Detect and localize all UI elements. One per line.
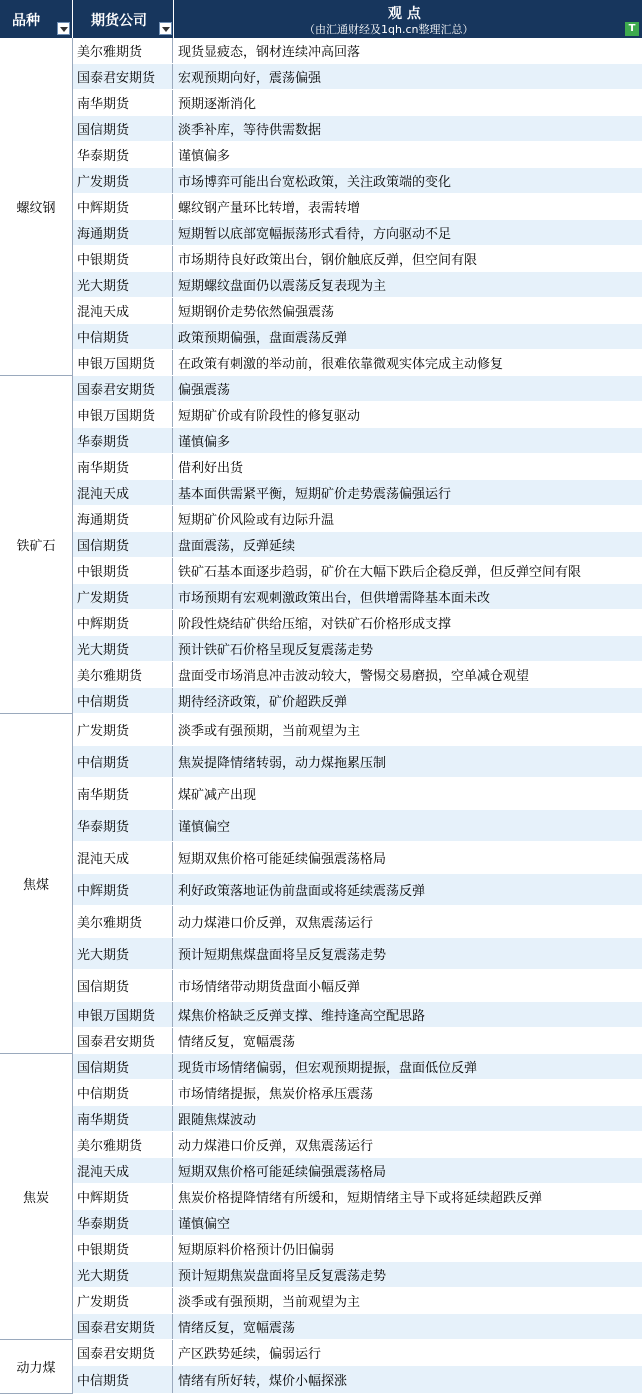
view-cell: 现货显疲态，钢材连续冲高回落: [178, 45, 361, 60]
table-row: [73, 1366, 642, 1394]
view-cell: 市场期待良好政策出台，钢价触底反弹，但空间有限: [178, 253, 478, 268]
company-cell: 国信期货: [73, 970, 173, 1001]
table-row: [73, 298, 642, 324]
company-cell: 混沌天成: [73, 480, 173, 505]
table-row: [73, 1314, 642, 1340]
company-cell: 美尔雅期货: [73, 1132, 173, 1157]
table-row: [73, 938, 642, 970]
company-cell: 国泰君安期货: [73, 376, 173, 401]
table-row: [73, 376, 642, 402]
table-row: [73, 1002, 642, 1028]
category-cell: 动力煤: [0, 1340, 73, 1394]
table-row: [73, 778, 642, 810]
company-cell: 光大期货: [73, 272, 173, 297]
view-cell: 短期螺纹盘面仍以震荡反复表现为主: [178, 279, 387, 294]
company-cell: 广发期货: [73, 714, 173, 745]
company-cell: 华泰期货: [73, 142, 173, 167]
table-row: [73, 558, 642, 584]
company-cell: 国信期货: [73, 532, 173, 557]
table-row: [73, 610, 642, 636]
view-cell: 偏强震荡: [178, 383, 231, 398]
view-cell: 预期逐渐消化: [178, 97, 257, 112]
table-row: [73, 688, 642, 714]
table-row: [73, 1080, 642, 1106]
category-cell: 铁矿石: [0, 376, 73, 714]
view-cell: 动力煤港口价反弹，双焦震荡运行: [178, 916, 374, 931]
table-row: [73, 1106, 642, 1132]
view-cell: 现货市场情绪偏弱，但宏观预期提振，盘面低位反弹: [178, 1061, 478, 1076]
table-row: [73, 1132, 642, 1158]
table-row: [73, 220, 642, 246]
view-cell: 情绪反复，宽幅震荡: [178, 1321, 296, 1336]
view-cell: 借利好出货: [178, 461, 244, 476]
company-cell: 光大期货: [73, 938, 173, 969]
header-view: [174, 0, 642, 38]
view-cell: 短期钢价走势依然偏强震荡: [178, 305, 335, 320]
table-row: [73, 168, 642, 194]
table-row: [73, 1236, 642, 1262]
company-cell: 美尔雅期货: [73, 38, 173, 63]
table-row: [73, 1262, 642, 1288]
view-cell: 阶段性烧结矿供给压缩，对铁矿石价格形成支撑: [178, 617, 452, 632]
company-cell: 华泰期货: [73, 810, 173, 841]
company-cell: 华泰期货: [73, 428, 173, 453]
company-cell: 中信期货: [73, 688, 173, 713]
view-cell: 谨慎偏多: [178, 435, 231, 450]
company-cell: 光大期货: [73, 1262, 173, 1287]
company-cell: 国信期货: [73, 1054, 173, 1079]
table-row: [73, 714, 642, 746]
view-cell: 铁矿石基本面逐步趋弱，矿价在大幅下跌后企稳反弹，但反弹空间有限: [178, 565, 582, 580]
header-company-label: 期货公司: [91, 13, 147, 29]
company-cell: 中辉期货: [73, 1184, 173, 1209]
view-cell: 情绪有所好转，煤价小幅探涨: [178, 1374, 348, 1389]
company-cell: 国信期货: [73, 116, 173, 141]
view-cell: 预计铁矿石价格呈现反复震荡走势: [178, 643, 374, 658]
view-cell: 市场情绪提振，焦炭价格承压震荡: [178, 1087, 374, 1102]
view-cell: 市场情绪带动期货盘面小幅反弹: [178, 980, 361, 995]
company-cell: 中信期货: [73, 1366, 173, 1393]
header-variety-label: 品种: [12, 13, 40, 29]
table-row: [73, 1340, 642, 1366]
view-cell: 短期矿价风险或有边际升温: [178, 513, 335, 528]
category-cell: 螺纹钢: [0, 38, 73, 376]
table-row: [73, 38, 642, 64]
view-cell: 市场博弈可能出台宽松政策，关注政策端的变化: [178, 175, 452, 190]
view-cell: 淡季或有强预期，当前观望为主: [178, 1295, 361, 1310]
company-cell: 混沌天成: [73, 298, 173, 323]
table-row: [73, 506, 642, 532]
company-cell: 南华期货: [73, 454, 173, 479]
company-cell: 中辉期货: [73, 610, 173, 635]
view-cell: 焦炭价格提降情绪有所缓和，短期情绪主导下或将延续超跌反弹: [178, 1191, 543, 1206]
view-cell: 预计短期焦炭盘面将呈反复震荡走势: [178, 1269, 387, 1284]
view-cell: 基本面供需紧平衡，短期矿价走势震荡偏强运行: [178, 487, 452, 502]
company-cell: 混沌天成: [73, 1158, 173, 1183]
view-cell: 短期双焦价格可能延续偏强震荡格局: [178, 1165, 387, 1180]
view-cell: 盘面受市场消息冲击波动较大，警惕交易磨损，空单减仓观望: [178, 669, 530, 684]
company-cell: 南华期货: [73, 90, 173, 115]
view-cell: 期待经济政策，矿价超跌反弹: [178, 695, 348, 710]
company-cell: 中辉期货: [73, 874, 173, 905]
table-row: [73, 842, 642, 874]
view-cell: 淡季或有强预期，当前观望为主: [178, 724, 361, 739]
table-row: [73, 970, 642, 1002]
table-row: [73, 1288, 642, 1314]
table-row: [73, 1210, 642, 1236]
view-cell: 情绪反复，宽幅震荡: [178, 1035, 296, 1050]
view-cell: 动力煤港口价反弹，双焦震荡运行: [178, 1139, 374, 1154]
company-cell: 申银万国期货: [73, 350, 173, 375]
view-cell: 谨慎偏空: [178, 820, 231, 835]
table-row: [73, 1158, 642, 1184]
company-cell: 广发期货: [73, 1288, 173, 1313]
table-row: [73, 116, 642, 142]
header-view-subtitle: （由汇通财经及1qh.cn整理汇总）: [304, 23, 474, 36]
company-cell: 中信期货: [73, 746, 173, 777]
view-cell: 短期原料价格预计仍旧偏弱: [178, 1243, 335, 1258]
category-cell: 焦煤: [0, 714, 73, 1054]
company-cell: 中银期货: [73, 1236, 173, 1261]
company-cell: 美尔雅期货: [73, 662, 173, 687]
header-company: [73, 0, 174, 38]
view-cell: 宏观预期向好，震荡偏强: [178, 71, 322, 86]
company-cell: 南华期货: [73, 778, 173, 809]
company-cell: 国泰君安期货: [73, 1340, 173, 1365]
view-cell: 谨慎偏空: [178, 1217, 231, 1232]
company-cell: 申银万国期货: [73, 402, 173, 427]
view-cell: 螺纹钢产量环比转增，表需转增: [178, 201, 361, 216]
company-cell: 中辉期货: [73, 194, 173, 219]
view-cell: 短期暂以底部宽幅振荡形式看待，方向驱动不足: [178, 227, 452, 242]
table-row: [73, 480, 642, 506]
company-cell: 美尔雅期货: [73, 906, 173, 937]
table-row: [73, 636, 642, 662]
category-cell: 焦炭: [0, 1054, 73, 1340]
table-row: [73, 1054, 642, 1080]
company-cell: 中银期货: [73, 558, 173, 583]
table-row: [73, 746, 642, 778]
company-cell: 申银万国期货: [73, 1002, 173, 1027]
view-cell: 煤矿减产出现: [178, 788, 257, 803]
variety-filter-dropdown-icon[interactable]: [57, 22, 70, 35]
view-cell: 政策预期偏强，盘面震荡反弹: [178, 331, 348, 346]
company-cell: 海通期货: [73, 506, 173, 531]
table-row: [73, 454, 642, 480]
company-cell: 光大期货: [73, 636, 173, 661]
filter-t-icon[interactable]: T: [625, 22, 639, 36]
company-filter-dropdown-icon[interactable]: [159, 22, 172, 35]
company-cell: 中信期货: [73, 324, 173, 349]
company-cell: 南华期货: [73, 1106, 173, 1131]
table-header: [0, 0, 642, 38]
table-row: [73, 246, 642, 272]
table-row: [73, 906, 642, 938]
table-row: [73, 272, 642, 298]
company-cell: 国泰君安期货: [73, 64, 173, 89]
view-cell: 煤焦价格缺乏反弹支撑、维持逢高空配思路: [178, 1009, 426, 1024]
company-cell: 广发期货: [73, 168, 173, 193]
company-cell: 海通期货: [73, 220, 173, 245]
table-row: [73, 1028, 642, 1054]
view-cell: 利好政策落地证伪前盘面或将延续震荡反弹: [178, 884, 426, 899]
table-row: [73, 142, 642, 168]
view-cell: 短期矿价或有阶段性的修复驱动: [178, 409, 361, 424]
header-variety: [0, 0, 73, 38]
company-cell: 国泰君安期货: [73, 1314, 173, 1339]
table-row: [73, 90, 642, 116]
view-cell: 盘面震荡，反弹延续: [178, 539, 296, 554]
view-cell: 短期双焦价格可能延续偏强震荡格局: [178, 852, 387, 867]
company-cell: 中信期货: [73, 1080, 173, 1105]
company-cell: 华泰期货: [73, 1210, 173, 1235]
view-cell: 跟随焦煤波动: [178, 1113, 257, 1128]
company-cell: 广发期货: [73, 584, 173, 609]
table-row: [73, 1184, 642, 1210]
table-row: [73, 874, 642, 906]
company-cell: 中银期货: [73, 246, 173, 271]
view-cell: 产区跌势延续，偏弱运行: [178, 1347, 322, 1362]
table-row: [73, 428, 642, 454]
table-row: [73, 350, 642, 376]
table-row: [73, 662, 642, 688]
view-cell: 淡季补库，等待供需数据: [178, 123, 322, 138]
view-cell: 焦炭提降情绪转弱，动力煤拖累压制: [178, 756, 387, 771]
view-cell: 在政策有刺激的举动前，很难依靠微观实体完成主动修复: [178, 357, 504, 372]
company-cell: 混沌天成: [73, 842, 173, 873]
view-cell: 市场预期有宏观刺激政策出台，但供增需降基本面未改: [178, 591, 491, 606]
table-row: [73, 810, 642, 842]
table-row: [73, 584, 642, 610]
view-cell: 谨慎偏多: [178, 149, 231, 164]
table-row: [73, 324, 642, 350]
view-cell: 预计短期焦煤盘面将呈反复震荡走势: [178, 948, 387, 963]
header-view-label: 观 点: [388, 6, 421, 22]
table-row: [73, 532, 642, 558]
table-row: [73, 64, 642, 90]
table-row: [73, 402, 642, 428]
table-row: [73, 194, 642, 220]
company-cell: 国泰君安期货: [73, 1028, 173, 1053]
